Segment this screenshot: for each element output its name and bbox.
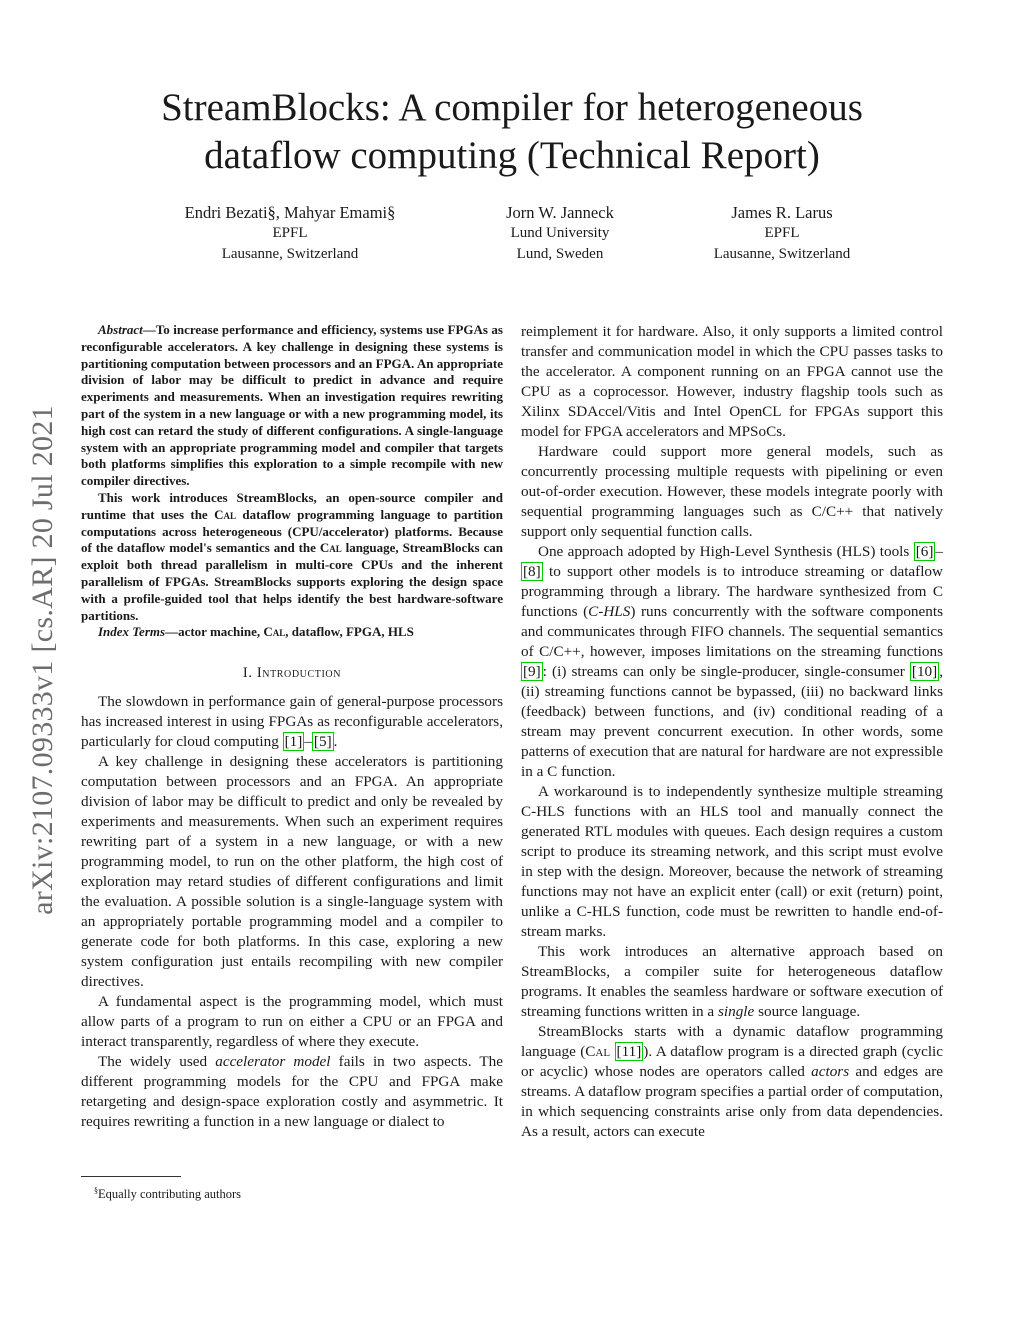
index-terms-label: Index Terms: [98, 624, 166, 640]
body-paragraph-4: A workaround is to independently synthesize multiple streaming C-HLS functions with an HLS tool and manually connect the generated RTL modules with queues. Each design requires a custom script to produce its streaming network, and this script must evolve in step with the design. Moreover, because the network of streaming functions may not have an explicit enter (call) or exit (return) point, unlike a C-HLS function, code must be rewritten to handle end-of-stream marks.: [521, 783, 943, 940]
body-paragraph-3: One approach adopted by High-Level Synthesis (HLS) tools [6] –[8] to support other models is to introduce streaming or dataflow programming through a library. The hardware synthesized from C functions (C-HLS) runs concurrently with the software components and communicates through FIFO channels. The sequential semantics of C/C++, however, imposes limitations on the streaming functions [9] : (i) streams can only be single-producer, single-consumer [10] , (ii) streaming functions cannot be bypassed, (iii) no backward links (feedback) between functions, and (iv) conditional reading of a stream may prevent concurrent execution. In other words, some patterns of execution that are natural for hardware are not expressible in a C function.: [521, 543, 943, 780]
author-name: Endri Bezati§, Mahyar Emami§: [184, 203, 396, 222]
author-name: Jorn W. Janneck: [506, 203, 614, 222]
author-block-1: [140, 202, 440, 265]
intro-paragraph-4: The widely used accelerator model fails in two aspects. The different programming models for the CPU and FPGA make retargeting and design-space exploration costly and asymmetric. It requires rewriting a function in a new language or dialect to: [81, 1053, 503, 1131]
citation-link[interactable]: [11]: [616, 1043, 642, 1060]
paper-title: [100, 84, 924, 180]
abstract-paragraph-2: This work introduces StreamBlocks, an open-source compiler and runtime that uses the Cal dataflow programming language to partition computations across heterogeneous (CPU/accelerator) platforms. Because of the dataflow model's semantics and the Cal language, StreamBlocks can exploit both thread parallelism in multi-core CPUs and the inherent parallelism of FPGAs. StreamBlocks supports exploring the design space with a profile-guided tool that helps identify the best hardware-software partitions.: [81, 489, 503, 623]
body-paragraph-6: StreamBlocks starts with a dynamic dataflow programming language (Cal [11] ). A dataflow program is a directed graph (cyclic or acyclic) whose nodes are operators called actors and edges are streams. A dataflow program specifies a partial order of computation, in which sequencing constraints arise only from data dependencies. As a result, actors can execute: [521, 1023, 944, 1140]
author-location: Lausanne, Switzerland: [713, 246, 851, 262]
author-block-3: [632, 202, 932, 265]
title-line-2: dataflow computing (Technical Report): [204, 134, 820, 177]
body-paragraph-5: This work introduces an alternative approach based on StreamBlocks, a compiler suite for heterogeneous dataflow programs. It enables the seamless hardware or software execution of streaming functions written in a single source language.: [521, 943, 943, 1020]
author-affiliation: EPFL: [272, 225, 308, 241]
citation-link[interactable]: [6]: [915, 543, 934, 560]
body-paragraph-1: reimplement it for hardware. Also, it only supports a limited control transfer and communication model in which the CPU passes tasks to the accelerator. A component running on an FPGA cannot use the CPU as a coprocessor. However, industry flagship tools such as Xilinx SDAccel/Vitis and Intel OpenCL for FPGAs support this model for FPGA accelerators and MPSoCs.: [521, 323, 943, 440]
author-affiliation: Lund University: [510, 225, 610, 241]
citation-link[interactable]: [5]: [313, 733, 332, 751]
arxiv-id-text: arXiv:2107.09333v1 [cs.AR] 20 Jul 2021: [26, 405, 59, 915]
abstract-label: Abstract: [98, 322, 143, 337]
citation-link[interactable]: [8]: [523, 563, 541, 580]
author-location: Lausanne, Switzerland: [221, 246, 359, 262]
intro-paragraph-2: A key challenge in designing these accelerators is partitioning computation between processors and an FPGA. An appropriate division of labor may be difficult to predict and only be revealed by experiments and measurements. When such an experiment requires rewriting part of a system in a new language, or with a new programming model, to run on the other platform, the high cost of exploration may retard studies of different configurations and limit the evaluation. A possible solution is a single-language system with an appropriately portable programming model and a compiler to generate code for both platforms. In this case, exploring a new system configuration just entails recompiling with new compiler directives.: [81, 753, 503, 991]
citation-link[interactable]: [9]: [523, 663, 541, 680]
author-location: Lund, Sweden: [516, 246, 604, 262]
index-terms: Index Terms—actor machine, Cal, dataflow, FPGA, HLS: [98, 624, 414, 640]
intro-paragraph-1: The slowdown in performance gain of general-purpose processors has increased interest in using FPGAs as reconfigurable accelerators, particularly for cloud computing [1] – [5] .: [81, 693, 503, 751]
author-affiliation: EPFL: [764, 225, 800, 241]
abstract-paragraph-1: Abstract—To increase performance and efficiency, systems use FPGAs as reconfigurable accelerators. A key challenge in designing these systems is partitioning computation between processors and an FPGA. An appropriate division of labor may be difficult to predict in advance and require experiments and measurements. When an investigation requires rewriting part of the system in a new language or with a new programming model, its high cost can retard the study of different configurations. A single-language system with an appropriate programming model and compiler that targets both platforms simplifies this exploration to a simple recompile with new compiler directives.: [81, 322, 503, 489]
intro-paragraph-3: A fundamental aspect is the programming model, which must allow parts of a program to run on either a CPU or an FPGA and interact transparently, regardless of where they execute.: [81, 993, 503, 1051]
section-heading-introduction: I. Introduction: [242, 665, 342, 682]
title-line-1: StreamBlocks: A compiler for heterogeneous: [161, 86, 863, 129]
citation-link[interactable]: [10]: [911, 663, 938, 680]
author-name: James R. Larus: [731, 203, 833, 222]
footnote-divider: [81, 1176, 181, 1177]
citation-link[interactable]: [1]: [284, 733, 303, 751]
footnote: §Equally contributing authors: [94, 1186, 242, 1202]
arxiv-identifier: [6, 340, 80, 980]
body-paragraph-2: Hardware could support more general models, such as concurrently processing multiple requests with pipelining or even out-of-order execution. However, these models integrate poorly with sequential programming languages such as C/C++ that natively support only sequential function calls.: [521, 443, 943, 540]
left-column: [81, 322, 503, 1132]
right-column: [521, 322, 943, 1142]
